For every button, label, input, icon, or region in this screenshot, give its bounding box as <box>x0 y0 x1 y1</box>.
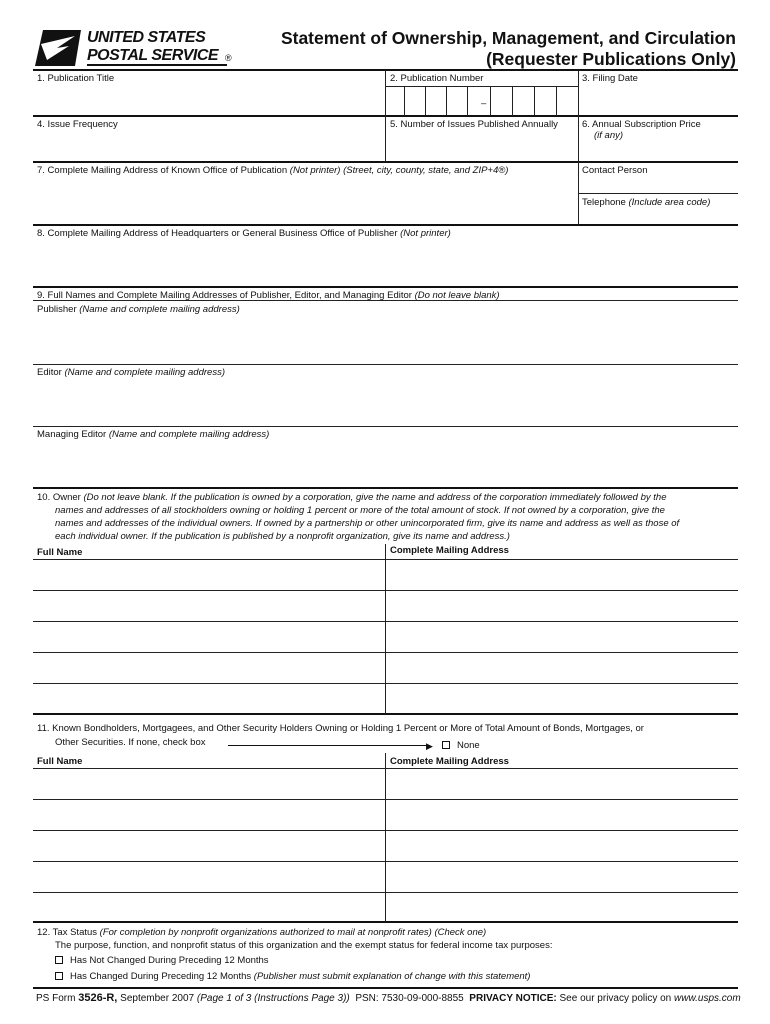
registered-mark: ® <box>225 53 232 63</box>
owner-full-name-header: Full Name <box>37 547 83 558</box>
publication-title-field[interactable] <box>34 86 384 114</box>
page-title <box>281 28 736 70</box>
issue-frequency-field[interactable] <box>34 132 384 160</box>
arrow-icon: ▶ <box>426 741 433 751</box>
arrow-line <box>228 745 428 746</box>
publisher-field[interactable] <box>34 317 737 363</box>
contact-person-field[interactable] <box>579 178 737 192</box>
bondholder-full-name-header: Full Name <box>37 756 83 767</box>
field-3-label: 3. Filing Date <box>582 73 638 84</box>
title-line1: Statement of Ownership, Management, and Circulation <box>280 28 736 48</box>
field-2-label: 2. Publication Number <box>390 73 484 84</box>
office-address-field[interactable] <box>34 178 577 223</box>
logo-line2: POSTAL SERVICE <box>87 47 219 64</box>
field-7-label: 7. Complete Mailing Address of Known Office of Publication (Not printer) (Street, city, county, state, and ZIP+4®) <box>37 165 509 176</box>
subscription-price-field[interactable] <box>579 142 737 160</box>
field-11-label: 11. Known Bondholders, Mortgagees, and Other Security Holders Owning or Holding 1 Percent or More of Total Amount of Bonds, Mortgages, or Other Securities. If none, check box <box>37 723 644 748</box>
telephone-label: Telephone (Include area code) <box>582 197 711 208</box>
field-5-label: 5. Number of Issues Published Annually <box>390 119 558 130</box>
telephone-field[interactable] <box>579 210 737 223</box>
not-changed-checkbox[interactable]: Has Not Changed During Preceding 12 Months <box>55 955 269 966</box>
field-12-label: 12. Tax Status (For completion by nonprofit organizations authorized to mail at nonprofit rates) (Check one) <box>37 927 487 938</box>
title-line2: (Requester Publications Only) <box>486 49 736 69</box>
editor-field[interactable] <box>34 380 737 425</box>
owner-address-header: Complete Mailing Address <box>390 545 509 556</box>
field-6-label: 6. Annual Subscription Price <box>582 119 701 130</box>
pub-number-dash: – <box>481 98 487 109</box>
eagle-icon <box>35 30 81 66</box>
logo-line1: UNITED STATES <box>87 29 206 46</box>
field-8-label: 8. Complete Mailing Address of Headquarters or General Business Office of Publisher (Not printer) <box>37 228 451 239</box>
managing-editor-field[interactable] <box>34 442 737 486</box>
publisher-label: Publisher (Name and complete mailing address) <box>37 304 240 315</box>
managing-editor-label: Managing Editor (Name and complete mailing address) <box>37 429 270 440</box>
bondholder-address-header: Complete Mailing Address <box>390 756 509 767</box>
field-1-label: 1. Publication Title <box>37 73 115 84</box>
editor-label: Editor (Name and complete mailing address) <box>37 367 225 378</box>
field-10-label: 10. Owner (Do not leave blank. If the publication is owned by a corporation, give the name and address of the corporation immediately followed by the names and addresses of all stockholders owning or holding 1 percent or more of the total amount of stock. If not owned by a corporation, give the names and addresses of the individual owners. If owned by a partnership or other unincorporated firm, give its name and address as well as those of each individual owner. If the publication is published by a nonprofit organization, give its name and address.) <box>37 492 680 542</box>
changed-checkbox[interactable]: Has Changed During Preceding 12 Months (Publisher must submit explanation of change with this statement) <box>55 971 530 982</box>
none-checkbox[interactable]: None <box>442 740 480 751</box>
field-12-description: The purpose, function, and nonprofit status of this organization and the exempt status for federal income tax purposes: <box>55 940 553 951</box>
field-9-label: 9. Full Names and Complete Mailing Addresses of Publisher, Editor, and Managing Editor (Do not leave blank) <box>37 290 500 301</box>
headquarters-address-field[interactable] <box>34 242 737 285</box>
form-footer: PS Form 3526-R, September 2007 (Page 1 of 3 (Instructions Page 3)) PSN: 7530-09-000-8855 PRIVACY NOTICE: See our privacy policy on www.usps.com <box>36 992 741 1004</box>
contact-person-label: Contact Person <box>582 165 648 176</box>
issues-annually-field[interactable] <box>386 132 578 160</box>
usps-link[interactable]: www.usps.com <box>674 993 741 1004</box>
usps-logo <box>35 29 240 67</box>
filing-date-field[interactable] <box>579 86 737 114</box>
publication-number-field[interactable] <box>386 87 578 115</box>
field-4-label: 4. Issue Frequency <box>37 119 118 130</box>
field-6-note: (if any) <box>594 130 624 141</box>
